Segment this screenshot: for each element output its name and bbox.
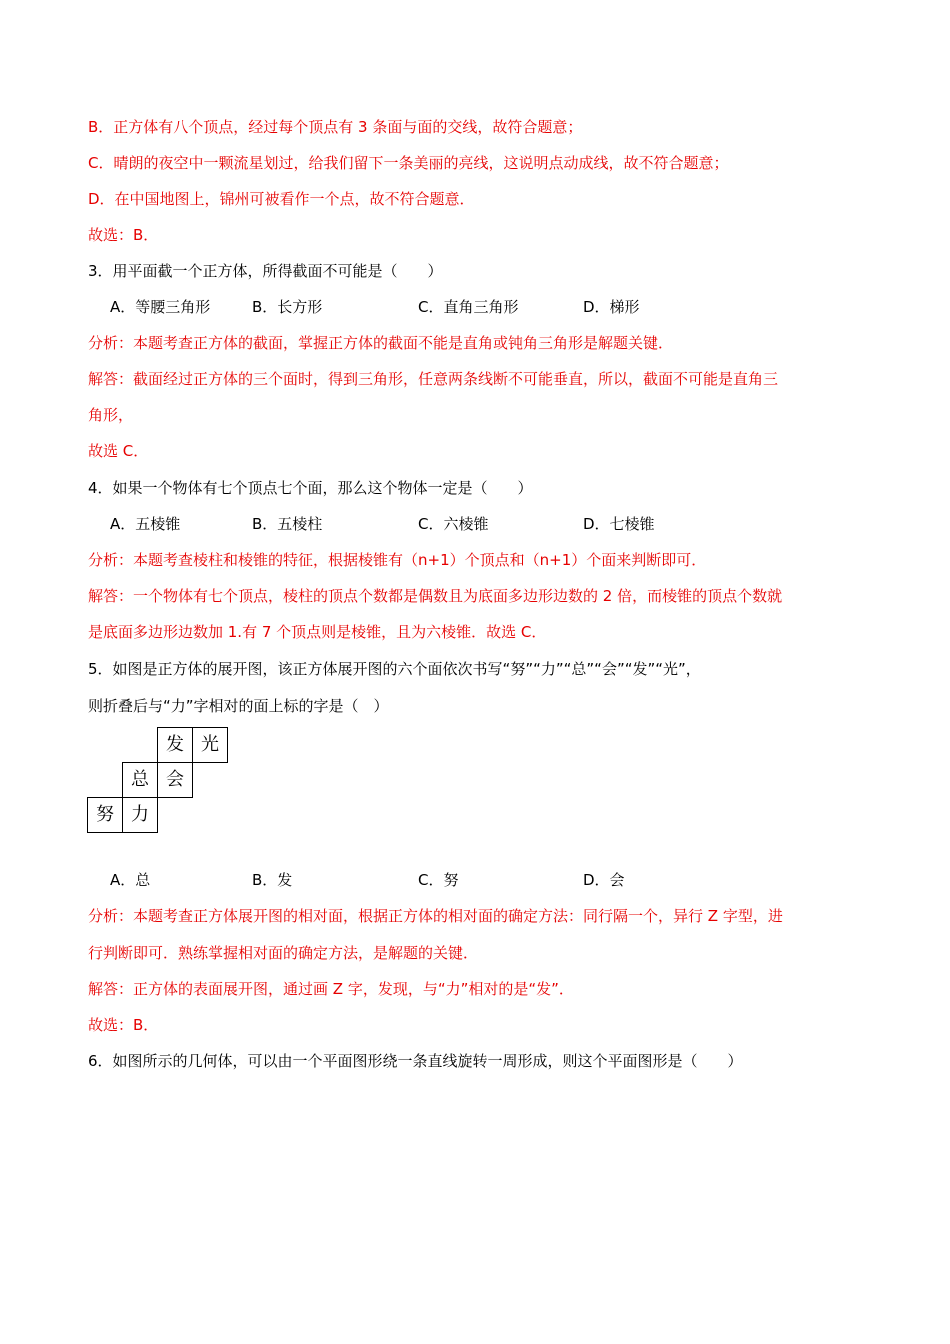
- q3-solution-line1: 解答：截面经过正方体的三个面时，得到三角形，任意两条线断不可能垂直，所以，截面不可能是直角三: [88, 370, 779, 388]
- q5-option-d: D．会: [583, 871, 625, 889]
- cube-net-figure: [87, 727, 232, 834]
- q4-option-a: A．五棱锥: [110, 515, 181, 533]
- q5-options: [110, 870, 830, 890]
- q4-analysis: 分析：本题考查棱柱和棱锥的特征，根据棱锥有（n+1）个顶点和（n+1）个面来判断即可．: [88, 551, 707, 569]
- q4-stem: 4．如果一个物体有七个顶点七个面，那么这个物体一定是（ ）: [88, 479, 533, 497]
- q5-analysis-line2: 行判断即可．熟练掌握相对面的确定方法，是解题的关键．: [88, 944, 479, 962]
- q5-stem-line1: 5．如图是正方体的展开图，该正方体展开图的六个面依次书写“努”“力”“总”“会”“发”“光”，: [88, 660, 701, 678]
- q3-options: [110, 297, 830, 317]
- q4-solution-line2: 是底面多边形边数加 1.有 7 个顶点则是棱锥，且为六棱锥．故选 C．: [88, 623, 547, 641]
- net-cell-zong: 总: [122, 762, 158, 798]
- q4-option-c: C．六棱锥: [418, 515, 489, 533]
- q6-stem: 6．如图所示的几何体，可以由一个平面图形绕一条直线旋转一周形成，则这个平面图形是（ ）: [88, 1052, 743, 1070]
- q3-option-a: A．等腰三角形: [110, 298, 211, 316]
- q5-answer: 故选：B．: [88, 1016, 159, 1034]
- q5-stem-line2: 则折叠后与“力”字相对的面上标的字是（ ）: [88, 697, 389, 715]
- q3-option-b: B．长方形: [252, 298, 323, 316]
- net-cell-nu: 努: [87, 797, 123, 833]
- net-cell-fa: 发: [157, 727, 193, 763]
- q5-option-a: A．总: [110, 871, 151, 889]
- net-cell-guang: 光: [192, 727, 228, 763]
- q5-analysis-line1: 分析：本题考查正方体展开图的相对面，根据正方体的相对面的确定方法：同行隔一个，异行 Z 字型，进: [88, 907, 783, 925]
- prev-option-c-explanation: C．晴朗的夜空中一颗流星划过，给我们留下一条美丽的亮线，这说明点动成线，故不符合题意；: [88, 154, 729, 172]
- q4-option-d: D．七棱锥: [583, 515, 655, 533]
- q3-stem: 3．用平面截一个正方体，所得截面不可能是（ ）: [88, 262, 443, 280]
- q5-solution: 解答：正方体的表面展开图，通过画 Z 字，发现，与“力”相对的是“发”．: [88, 980, 574, 998]
- net-cell-li: 力: [122, 797, 158, 833]
- q5-option-c: C．努: [418, 871, 459, 889]
- q3-option-c: C．直角三角形: [418, 298, 519, 316]
- prev-answer: 故选：B．: [88, 226, 159, 244]
- q4-option-b: B．五棱柱: [252, 515, 323, 533]
- q3-solution-line2: 角形，: [88, 406, 134, 424]
- q3-answer: 故选 C．: [88, 442, 149, 460]
- prev-option-d-explanation: D．在中国地图上，锦州可被看作一个点，故不符合题意．: [88, 190, 475, 208]
- q5-option-b: B．发: [252, 871, 293, 889]
- q4-solution-line1: 解答：一个物体有七个顶点，棱柱的顶点个数都是偶数且为底面多边形边数的 2 倍，而棱锥的顶点个数就: [88, 587, 783, 605]
- q3-analysis: 分析：本题考查正方体的截面，掌握正方体的截面不能是直角或钝角三角形是解题关键．: [88, 334, 674, 352]
- net-cell-hui: 会: [157, 762, 193, 798]
- q4-options: [110, 514, 830, 534]
- q3-option-d: D．梯形: [583, 298, 640, 316]
- prev-option-b-explanation: B．正方体有八个顶点，经过每个顶点有 3 条面与面的交线，故符合题意；: [88, 118, 583, 136]
